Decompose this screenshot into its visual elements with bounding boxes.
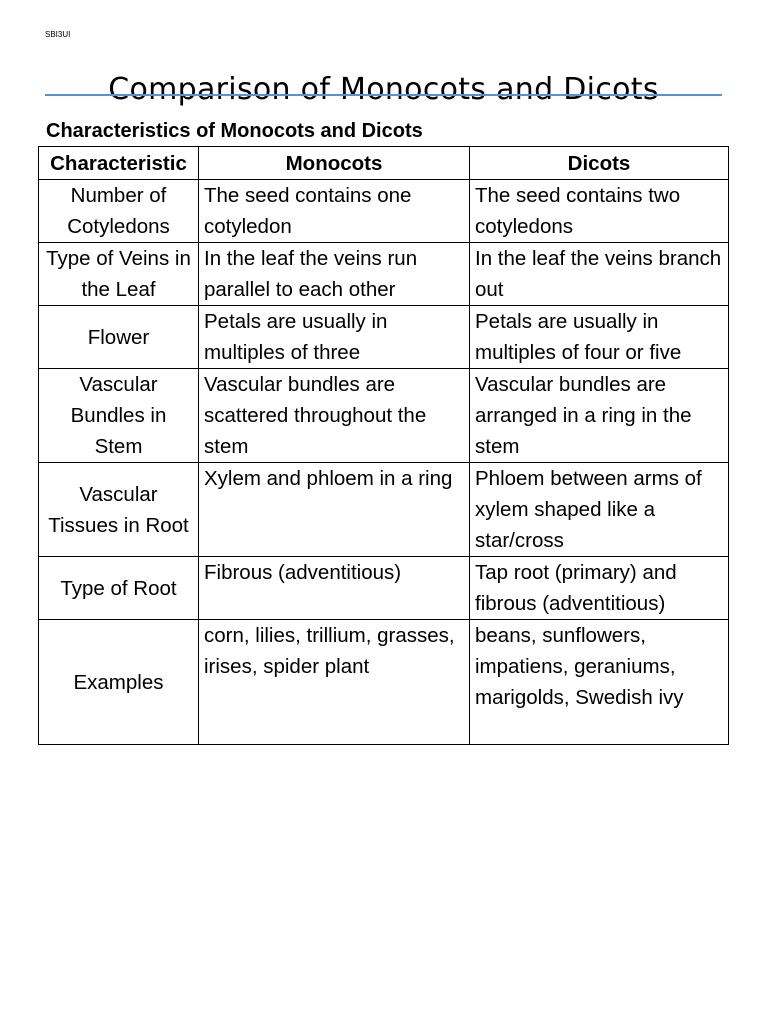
monocots-cell: Petals are usually in multiples of three <box>199 306 470 369</box>
table-header-row <box>39 147 729 180</box>
comparison-table <box>38 146 729 745</box>
characteristic-cell: Type of Root <box>39 557 199 620</box>
characteristic-cell: Type of Veins in the Leaf <box>39 243 199 306</box>
characteristic-cell: Flower <box>39 306 199 369</box>
characteristic-cell: Vascular Bundles in Stem <box>39 369 199 463</box>
dicots-cell: Petals are usually in multiples of four or five <box>470 306 729 369</box>
dicots-cell: Phloem between arms of xylem shaped like a star/cross <box>470 463 729 557</box>
table-row <box>39 620 729 745</box>
table-row <box>39 306 729 369</box>
title-divider <box>45 94 722 96</box>
monocots-cell: corn, lilies, trillium, grasses, irises, spider plant <box>199 620 470 745</box>
characteristic-cell: Number of Cotyledons <box>39 180 199 243</box>
course-code: SBI3UI <box>45 30 71 39</box>
monocots-cell: In the leaf the veins run parallel to each other <box>199 243 470 306</box>
monocots-cell: The seed contains one cotyledon <box>199 180 470 243</box>
header-monocots: Monocots <box>199 147 470 180</box>
characteristic-cell: Vascular Tissues in Root <box>39 463 199 557</box>
monocots-cell: Xylem and phloem in a ring <box>199 463 470 557</box>
dicots-cell: beans, sunflowers, impatiens, geraniums, marigolds, Swedish ivy <box>470 620 729 745</box>
table-row <box>39 557 729 620</box>
dicots-cell: Vascular bundles are arranged in a ring in the stem <box>470 369 729 463</box>
header-dicots: Dicots <box>470 147 729 180</box>
table-row <box>39 369 729 463</box>
table-caption: Characteristics of Monocots and Dicots <box>46 120 423 142</box>
dicots-cell: Tap root (primary) and fibrous (adventitious) <box>470 557 729 620</box>
dicots-cell: In the leaf the veins branch out <box>470 243 729 306</box>
page-title: Comparison of Monocots and Dicots <box>108 72 659 108</box>
table-row <box>39 243 729 306</box>
header-characteristic: Characteristic <box>39 147 199 180</box>
characteristic-cell: Examples <box>39 620 199 745</box>
table-row <box>39 463 729 557</box>
monocots-cell: Fibrous (adventitious) <box>199 557 470 620</box>
dicots-cell: The seed contains two cotyledons <box>470 180 729 243</box>
table-row <box>39 180 729 243</box>
monocots-cell: Vascular bundles are scattered throughout the stem <box>199 369 470 463</box>
